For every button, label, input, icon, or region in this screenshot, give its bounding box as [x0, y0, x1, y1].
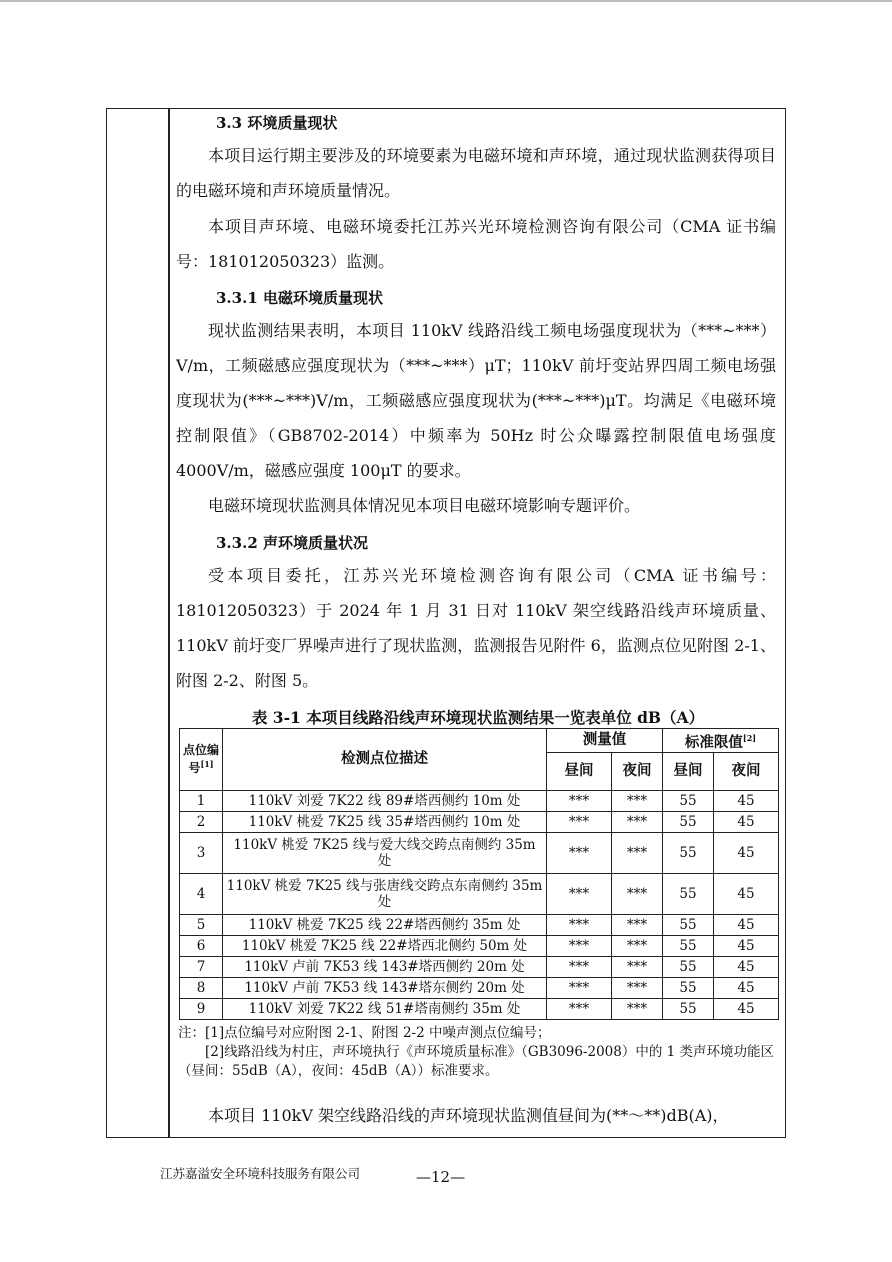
standard-day: 55	[663, 832, 714, 873]
point-description: 110kV 桃爱 7K25 线与爱大线交跨点南侧约 35m 处	[223, 832, 547, 873]
point-number: 3	[180, 832, 223, 873]
standard-night: 45	[714, 935, 779, 956]
standard-day: 55	[663, 998, 714, 1019]
day-value: ***	[547, 811, 612, 832]
point-number: 8	[180, 977, 223, 998]
header-day: 昼间	[547, 752, 612, 790]
point-number: 5	[180, 914, 223, 935]
paragraph-noise-summary: 本项目 110kV 架空线路沿线的声环境现状监测值昼间为(**～**)dB(A)，	[208, 1106, 729, 1125]
table-row	[180, 811, 779, 832]
header-standard: 标准限值[2]	[663, 729, 779, 753]
heading-3-3: 3.3 环境质量现状	[216, 114, 338, 132]
table-row	[180, 832, 779, 873]
table-caption: 表 3-1 本项目线路沿线声环境现状监测结果一览表单位 dB（A）	[251, 708, 705, 727]
standard-day: 55	[663, 811, 714, 832]
day-value: ***	[547, 998, 612, 1019]
table-row	[180, 956, 779, 977]
point-description: 110kV 桃爱 7K25 线 35#塔西侧约 10m 处	[223, 811, 547, 832]
point-number: 4	[180, 873, 223, 914]
paragraph-em-results: 现状监测结果表明，本项目 110kV 线路沿线工频电场强度现状为（***~***）V/m，工频磁感应强度现状为（***~***）μT；110kV 前圩变站界四周工频电场强度现状为(***~***)V/m，工频磁感应强度现状为(***~***)μT。均满足《电磁环境控制限值》（GB8702-2014）中频率为 50Hz 时公众曝露控制限值电场强度 4000V/m，磁感应强度 100μT 的要求。	[176, 321, 776, 480]
point-description: 110kV 刘爱 7K22 线 51#塔南侧约 35m 处	[223, 998, 547, 1019]
header-point-number: 点位编号[1]	[180, 729, 223, 791]
standard-day: 55	[663, 956, 714, 977]
standard-night: 45	[714, 832, 779, 873]
footer-company: 江苏嘉溢安全环境科技服务有限公司	[160, 1166, 361, 1181]
standard-day: 55	[663, 977, 714, 998]
day-value: ***	[547, 956, 612, 977]
night-value: ***	[612, 811, 663, 832]
point-description: 110kV 桃爱 7K25 线 22#塔西侧约 35m 处	[223, 914, 547, 935]
point-description: 110kV 桃爱 7K25 线 22#塔西北侧约 50m 处	[223, 935, 547, 956]
paragraph-overview: 本项目运行期主要涉及的环境要素为电磁环境和声环境，通过现状监测获得项目的电磁环境和声环境质量情况。	[176, 146, 776, 200]
point-description: 110kV 卢前 7K53 线 143#塔西侧约 20m 处	[223, 956, 547, 977]
page-top-line	[0, 0, 892, 2]
paragraph-em-reference: 电磁环境现状监测具体情况见本项目电磁环境影响专题评价。	[208, 496, 641, 515]
standard-day: 55	[663, 790, 714, 811]
point-number: 7	[180, 956, 223, 977]
standard-night: 45	[714, 977, 779, 998]
standard-night: 45	[714, 811, 779, 832]
night-value: ***	[612, 832, 663, 873]
header-std-night: 夜间	[714, 752, 779, 790]
standard-night: 45	[714, 914, 779, 935]
header-measured: 测量值	[547, 729, 663, 753]
point-number: 2	[180, 811, 223, 832]
table-row	[180, 914, 779, 935]
night-value: ***	[612, 998, 663, 1019]
table-row	[180, 790, 779, 811]
day-value: ***	[547, 914, 612, 935]
point-number: 9	[180, 998, 223, 1019]
standard-night: 45	[714, 956, 779, 977]
standard-night: 45	[714, 998, 779, 1019]
night-value: ***	[612, 935, 663, 956]
day-value: ***	[547, 873, 612, 914]
day-value: ***	[547, 977, 612, 998]
day-value: ***	[547, 832, 612, 873]
standard-night: 45	[714, 873, 779, 914]
paragraph-noise-monitoring: 受本项目委托，江苏兴光环境检测咨询有限公司（CMA 证书编号：181012050323）于 2024 年 1 月 31 日对 110kV 架空线路沿线声环境质量、110kV 前圩变厂界噪声进行了现状监测，监测报告见附件 6，监测点位见附图 2-1、附图 2-2、附图 5。	[176, 566, 776, 690]
night-value: ***	[612, 873, 663, 914]
point-number: 1	[180, 790, 223, 811]
paragraph-monitoring-agency: 本项目声环境、电磁环境委托江苏兴光环境检测咨询有限公司（CMA 证书编号：181012050323）监测。	[176, 217, 776, 271]
standard-day: 55	[663, 935, 714, 956]
frame-divider	[168, 108, 170, 1138]
standard-day: 55	[663, 914, 714, 935]
header-description: 检测点位描述	[223, 729, 547, 791]
table-row	[180, 935, 779, 956]
day-value: ***	[547, 935, 612, 956]
table-row	[180, 873, 779, 914]
heading-3-3-1: 3.3.1 电磁环境质量现状	[216, 289, 383, 307]
table-note-1: 注：[1]点位编号对应附图 2-1、附图 2-2 中噪声测点位编号；	[178, 1025, 551, 1041]
point-description: 110kV 卢前 7K53 线 143#塔东侧约 20m 处	[223, 977, 547, 998]
point-number: 6	[180, 935, 223, 956]
night-value: ***	[612, 914, 663, 935]
header-night: 夜间	[612, 752, 663, 790]
standard-night: 45	[714, 790, 779, 811]
point-description: 110kV 桃爱 7K25 线与张唐线交跨点东南侧约 35m 处	[223, 873, 547, 914]
table-row	[180, 998, 779, 1019]
header-std-day: 昼间	[663, 752, 714, 790]
table-header-row	[180, 729, 779, 753]
night-value: ***	[612, 977, 663, 998]
night-value: ***	[612, 956, 663, 977]
page-number: —12—	[416, 1168, 466, 1186]
heading-3-3-2: 3.3.2 声环境质量状况	[216, 534, 368, 552]
night-value: ***	[612, 790, 663, 811]
point-description: 110kV 刘爱 7K22 线 89#塔西侧约 10m 处	[223, 790, 547, 811]
day-value: ***	[547, 790, 612, 811]
standard-day: 55	[663, 873, 714, 914]
table-note-2: [2]线路沿线为村庄，声环境执行《声环境质量标准》（GB3096-2008）中的 1 类声环境功能区（昼间：55dB（A），夜间：45dB（A））标准要求。	[178, 1044, 775, 1079]
table-row	[180, 977, 779, 998]
noise-results-table	[179, 728, 779, 1020]
